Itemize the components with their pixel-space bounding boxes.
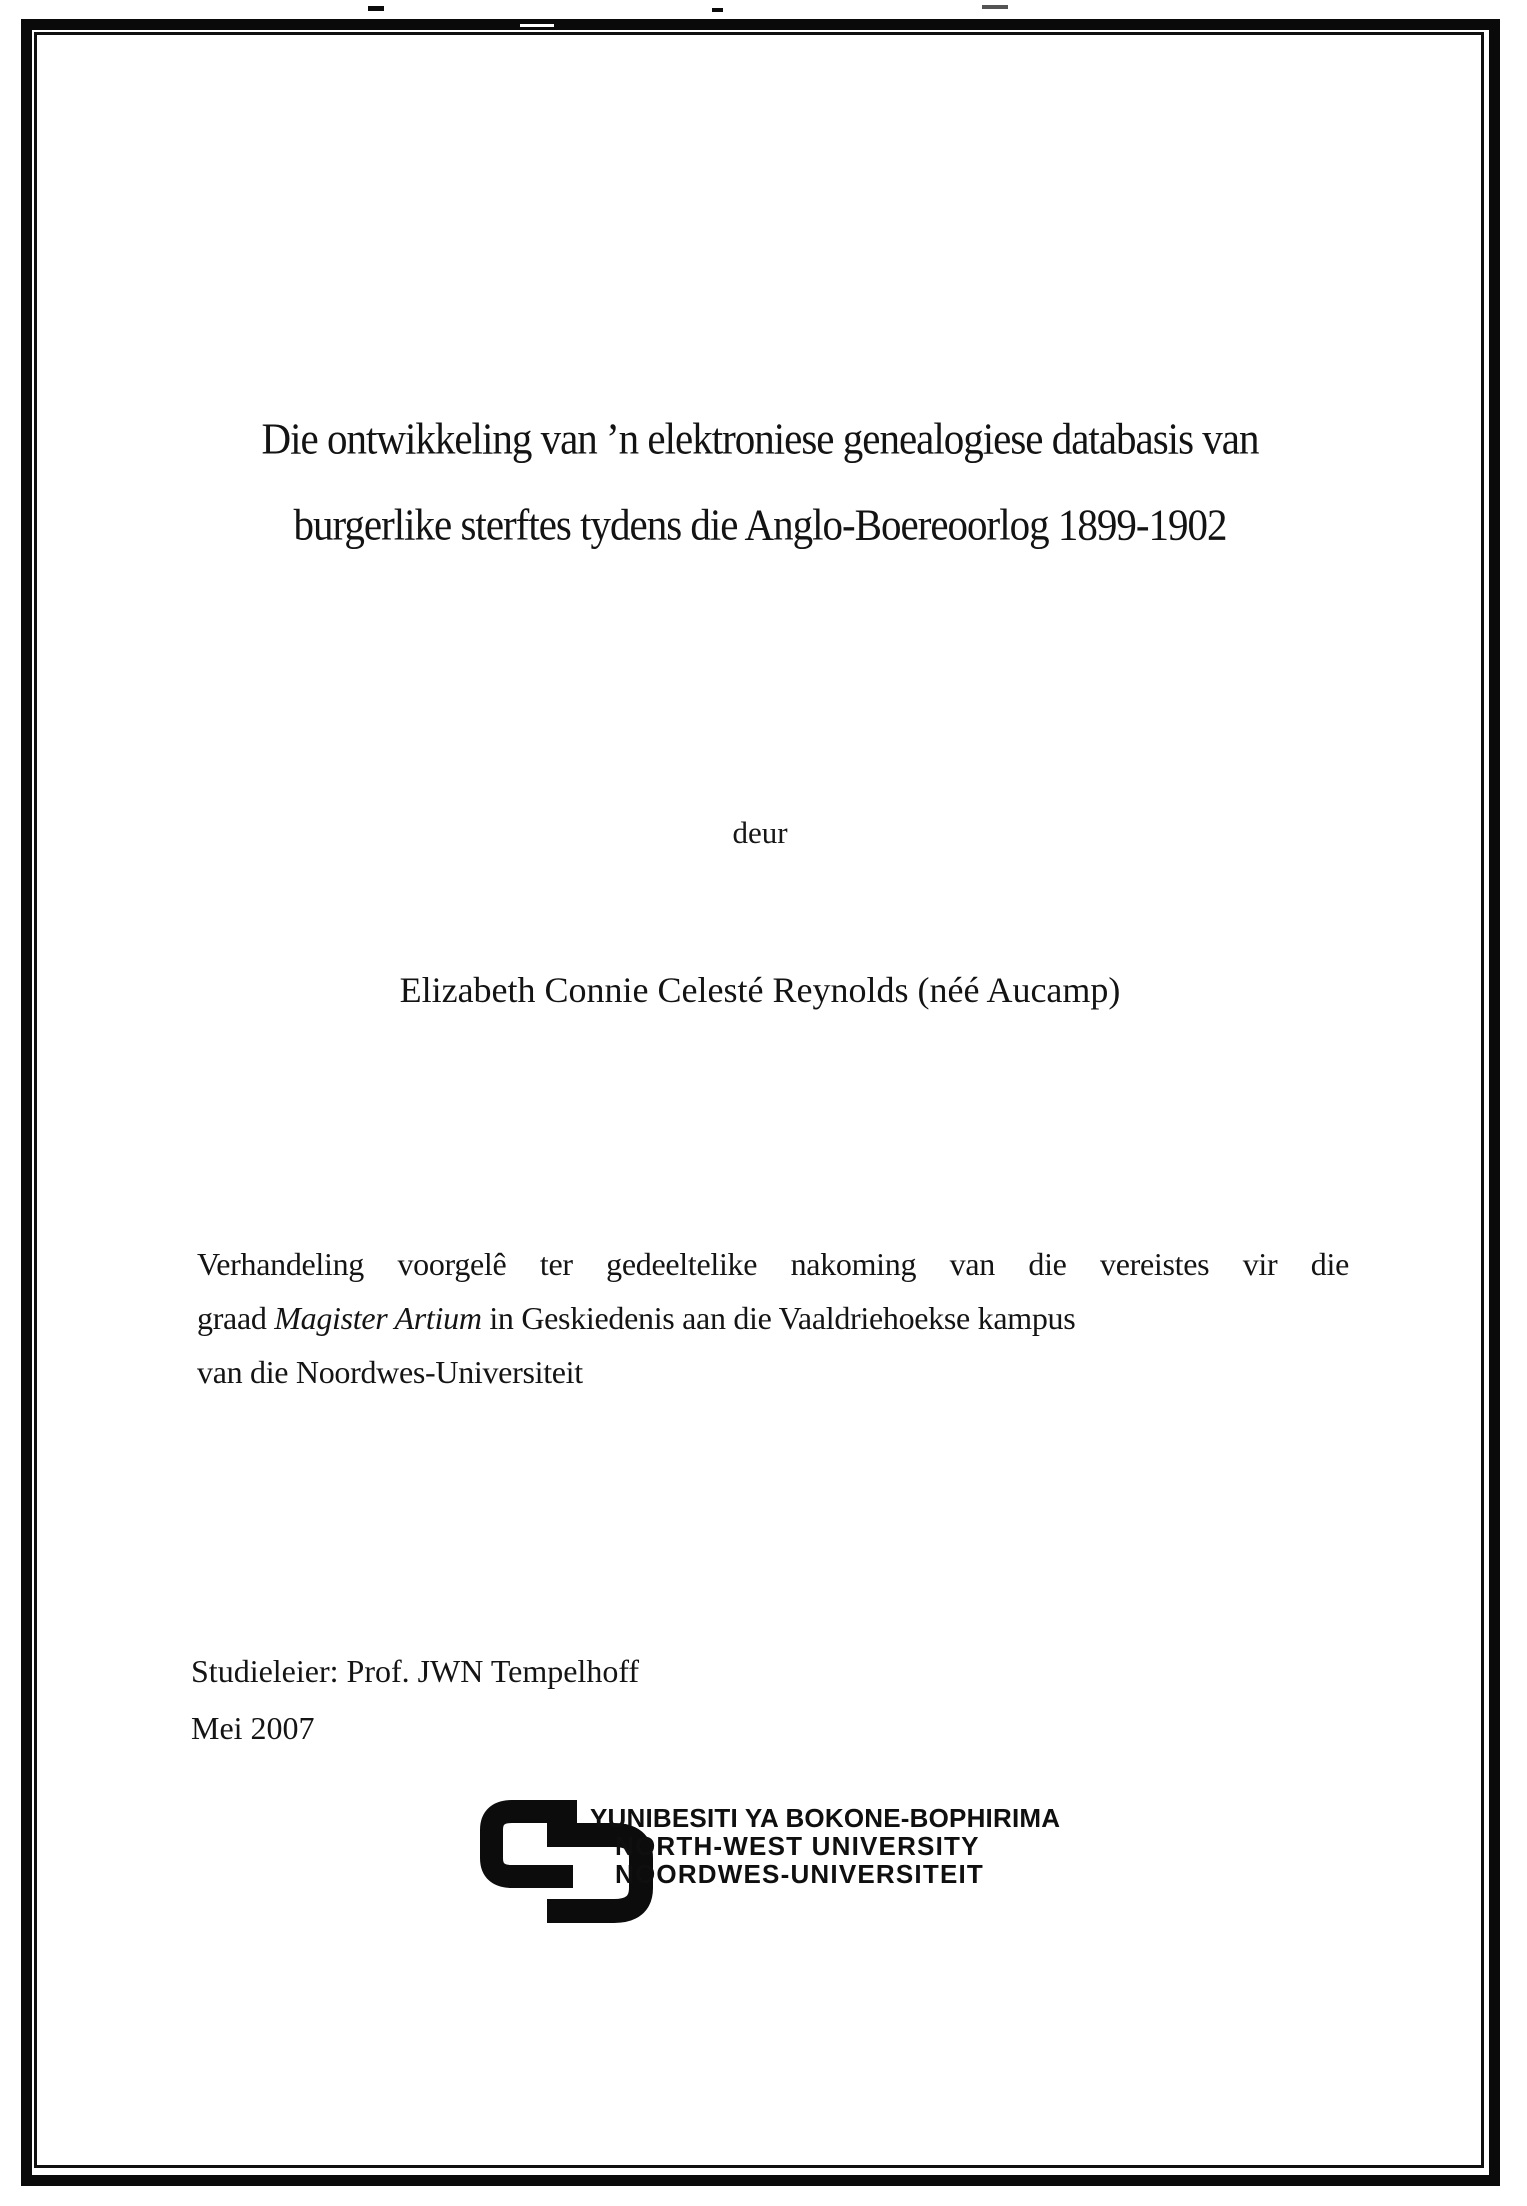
thesis-title-line-1: Die ontwikkeling van ’n elektroniese genealogiese databasis van: [261, 413, 1259, 464]
thesis-title-line-2: burgerlike sterftes tydens die Anglo-Boereoorlog 1899-1902: [293, 499, 1227, 550]
thesis-title: [36, 395, 1484, 568]
author-name: Elizabeth Connie Celesté Reynolds (néé Aucamp): [399, 970, 1121, 1010]
scan-speck: [368, 6, 384, 11]
scan-dropout: [250, 2160, 290, 2163]
degree-name: Magister Artium: [274, 1300, 482, 1336]
byline-label: deur: [732, 815, 788, 850]
supervisor-line: Studieleier: Prof. JWN Tempelhoff: [191, 1653, 640, 1689]
date-line: Mei 2007: [191, 1710, 315, 1746]
scan-dropout: [520, 24, 554, 27]
scan-dropout: [600, 2162, 628, 2165]
university-logo-text: [590, 1804, 1060, 1888]
statement-line-2-pre: graad: [197, 1300, 275, 1336]
statement-line-2-post: in Geskiedenis aan die Vaaldriehoekse kampus: [481, 1300, 1076, 1336]
scan-speck: [982, 5, 1008, 9]
university-logo: [478, 1797, 1098, 1927]
statement-line-1: Verhandeling voorgelê ter gedeeltelike nakoming van die vereistes vir die: [197, 1246, 1349, 1282]
logo-line-afrikaans: NOORDWES-UNIVERSITEIT: [615, 1859, 984, 1889]
statement-line-3: van die Noordwes-Universiteit: [197, 1354, 583, 1390]
thesis-statement: [197, 1237, 1349, 1399]
scan-speck: [712, 8, 723, 12]
statement-line-2: [197, 1291, 1349, 1345]
logo-line-setswana: YUNIBESITI YA BOKONE-BOPHIRIMA: [590, 1803, 1061, 1833]
logo-line-english: NORTH-WEST UNIVERSITY: [615, 1831, 980, 1861]
